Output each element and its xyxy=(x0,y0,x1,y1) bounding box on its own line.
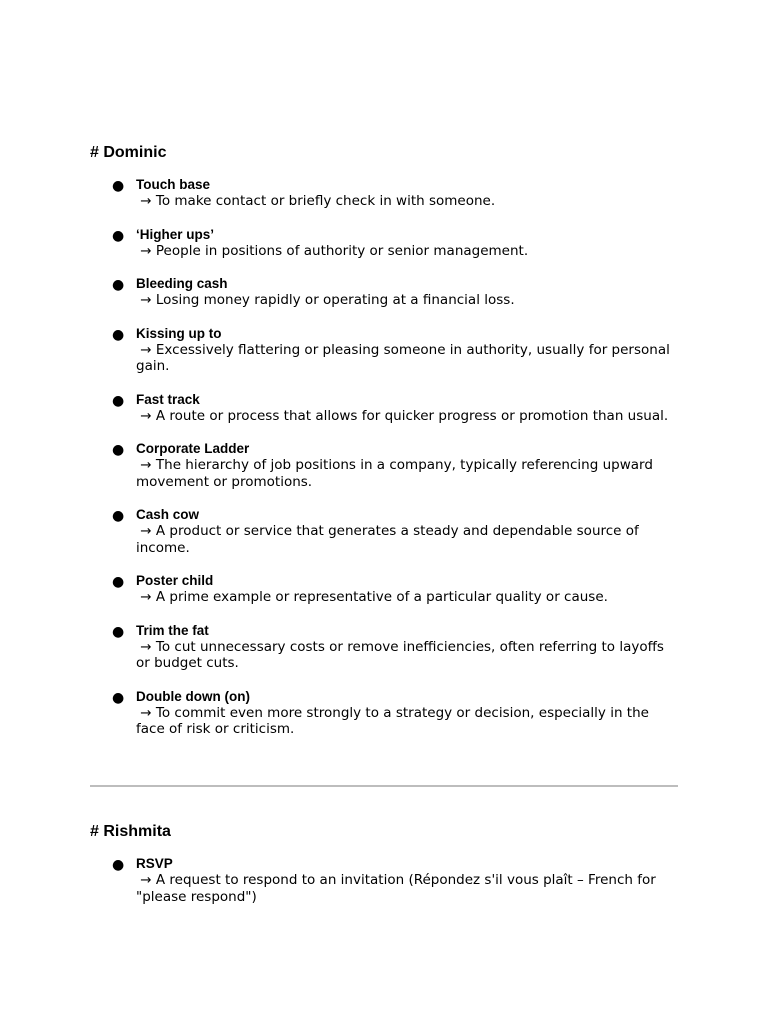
term-label: Trim the fat xyxy=(136,622,209,638)
list-item xyxy=(90,507,678,556)
term-label: ‘Higher ups’ xyxy=(136,226,215,242)
term-label: Touch base xyxy=(136,177,211,192)
term-label: Double down (on) xyxy=(136,688,250,704)
term-label: Poster child xyxy=(136,573,214,588)
term-definition: → Losing money rapidly or operating at a financial loss. xyxy=(136,292,515,308)
bullet-icon: ● xyxy=(112,326,125,343)
term-list-dominic xyxy=(90,177,678,755)
bullet-icon: ● xyxy=(112,574,125,590)
list-item xyxy=(90,573,678,606)
bullet-icon: ● xyxy=(112,392,125,409)
term-definition: → To commit even more strongly to a strategy or decision, especially in the face of risk or criticism. xyxy=(136,704,649,737)
list-item xyxy=(90,326,678,375)
term-definition: → People in positions of authority or senior management. xyxy=(136,242,529,259)
list-item xyxy=(90,856,678,905)
term-definition: → A route or process that allows for quicker progress or promotion than usual. xyxy=(136,407,669,424)
list-item xyxy=(90,177,678,210)
list-item xyxy=(90,689,678,738)
term-label: Kissing up to xyxy=(136,325,222,341)
term-definition: → A request to respond to an invitation (Répondez s'il vous plaît – French for "please respond") xyxy=(136,872,656,905)
bullet-icon: ● xyxy=(112,623,125,640)
term-definition: → To cut unnecessary costs or remove inefficiencies, often referring to layoffs or budget cuts. xyxy=(136,638,664,671)
term-label: Bleeding cash xyxy=(136,276,228,291)
section-divider xyxy=(90,785,678,787)
list-item xyxy=(90,392,678,425)
term-label: Fast track xyxy=(136,391,200,407)
list-item xyxy=(90,227,678,260)
term-label: Corporate Ladder xyxy=(136,441,250,456)
term-definition: → A product or service that generates a steady and dependable source of income. xyxy=(136,523,639,556)
term-label: Cash cow xyxy=(136,507,200,522)
bullet-icon: ● xyxy=(112,857,125,873)
list-item xyxy=(90,623,678,672)
term-definition: → To make contact or briefly check in with someone. xyxy=(136,193,496,209)
bullet-icon: ● xyxy=(112,689,125,706)
bullet-icon: ● xyxy=(112,442,125,458)
term-list-rishmita xyxy=(90,856,678,922)
term-definition: → Excessively flattering or pleasing someone in authority, usually for personal gain. xyxy=(136,341,670,374)
term-label: RSVP xyxy=(136,856,173,871)
bullet-icon: ● xyxy=(112,277,125,293)
list-item xyxy=(90,276,678,309)
bullet-icon: ● xyxy=(112,178,125,194)
section-heading-rishmita: # Rishmita xyxy=(90,823,171,840)
term-definition: → A prime example or representative of a particular quality or cause. xyxy=(136,589,608,605)
term-definition: → The hierarchy of job positions in a company, typically referencing upward movement or promotions. xyxy=(136,457,653,490)
list-item xyxy=(90,441,678,490)
section-heading-dominic: # Dominic xyxy=(90,144,167,161)
bullet-icon: ● xyxy=(112,508,125,524)
bullet-icon: ● xyxy=(112,227,125,244)
